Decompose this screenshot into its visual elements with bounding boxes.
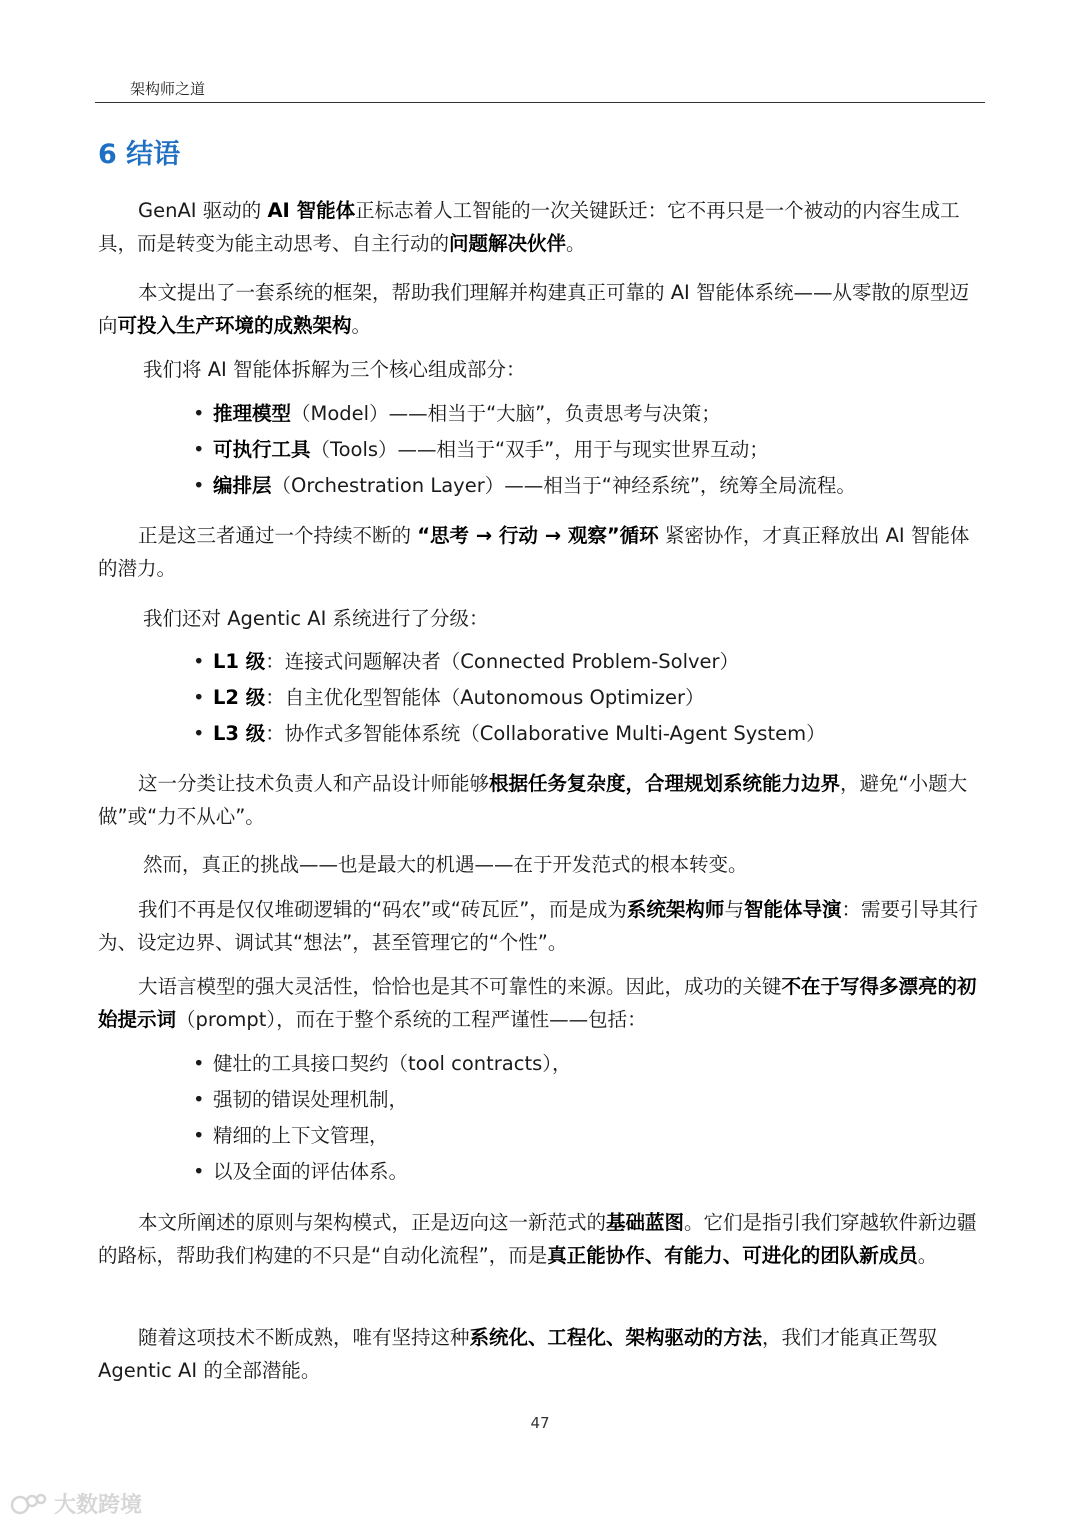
list-item: • 以及全面的评估体系。 [193, 1155, 408, 1188]
list-item: • L3 级：协作式多智能体系统（Collaborative Multi-Agent System） [193, 717, 826, 750]
watermark [10, 1488, 142, 1519]
watermark-logo-icon [10, 1491, 48, 1517]
list-item: • 强韧的错误处理机制， [193, 1083, 408, 1116]
paragraph-2: 本文提出了一套系统的框架，帮助我们理解并构建真正可靠的 AI 智能体系统——从零散的原型迈向可投入生产环境的成熟架构。 [98, 281, 969, 337]
bullet-icon: • [193, 650, 205, 673]
list-item: • L1 级：连接式问题解决者（Connected Problem-Solver） [193, 645, 739, 678]
paragraph-10: 本文所阐述的原则与架构模式，正是迈向这一新范式的基础蓝图。它们是指引我们穿越软件新边疆的路标，帮助我们构建的不只是“自动化流程”，而是真正能协作、有能力、可进化的团队新成员。 [98, 1211, 977, 1267]
page-number: 47 [530, 1414, 550, 1432]
paragraph-1: GenAI 驱动的 AI 智能体正标志着人工智能的一次关键跃迁：它不再只是一个被动的内容生成工具，而是转变为能主动思考、自主行动的问题解决伙伴。 [98, 199, 960, 255]
header-rule [95, 102, 985, 103]
watermark-text: 大数跨境 [54, 1493, 143, 1518]
paragraph-6: 这一分类让技术负责人和产品设计师能够根据任务复杂度，合理规划系统能力边界，避免“小题大做”或“力不从心”。 [98, 772, 968, 828]
paragraph-8: 我们不再是仅仅堆砌逻辑的“码农”或“砖瓦匠”，而是成为系统架构师与智能体导演：需要引导其行为、设定边界、调试其“想法”，甚至管理它的“个性”。 [98, 898, 978, 954]
list-item: • 健壮的工具接口契约（tool contracts）， [193, 1047, 572, 1080]
paragraph-11: 随着这项技术不断成熟，唯有坚持这种系统化、工程化、架构驱动的方法，我们才能真正驾驭 Agentic AI 的全部潜能。 [98, 1326, 938, 1382]
bullet-icon: • [193, 438, 205, 461]
list-item: • 推理模型（Model）——相当于“大脑”，负责思考与决策； [193, 397, 721, 430]
paragraph-3: 我们将 AI 智能体拆解为三个核心组成部分： [143, 358, 526, 381]
bullet-icon: • [193, 474, 205, 497]
section-title: 6 结语 [98, 139, 181, 170]
running-header: 架构师之道 [130, 80, 206, 98]
list-item: • 编排层（Orchestration Layer）——相当于“神经系统”，统筹全局流程。 [193, 469, 856, 502]
bullet-icon: • [193, 1124, 205, 1147]
bullet-icon: • [193, 402, 205, 425]
paragraph-7: 然而，真正的挑战——也是最大的机遇——在于开发范式的根本转变。 [143, 853, 748, 876]
bullet-icon: • [193, 1088, 205, 1111]
bullet-icon: • [193, 1160, 205, 1183]
list-item: • 可执行工具（Tools）——相当于“双手”，用于与现实世界互动； [193, 433, 769, 466]
bullet-icon: • [193, 686, 205, 709]
bullet-icon: • [193, 1052, 205, 1075]
bullet-icon: • [193, 722, 205, 745]
list-item: • 精细的上下文管理， [193, 1119, 389, 1152]
paragraph-5: 我们还对 Agentic AI 系统进行了分级： [143, 607, 489, 630]
paragraph-9: 大语言模型的强大灵活性，恰恰也是其不可靠性的来源。因此，成功的关键不在于写得多漂亮的初始提示词（prompt），而在于整个系统的工程严谨性——包括： [98, 975, 977, 1031]
list-item: • L2 级：自主优化型智能体（Autonomous Optimizer） [193, 681, 704, 714]
paragraph-4: 正是这三者通过一个持续不断的 “思考 → 行动 → 观察”循环 紧密协作，才真正释放出 AI 智能体的潜力。 [98, 524, 970, 580]
